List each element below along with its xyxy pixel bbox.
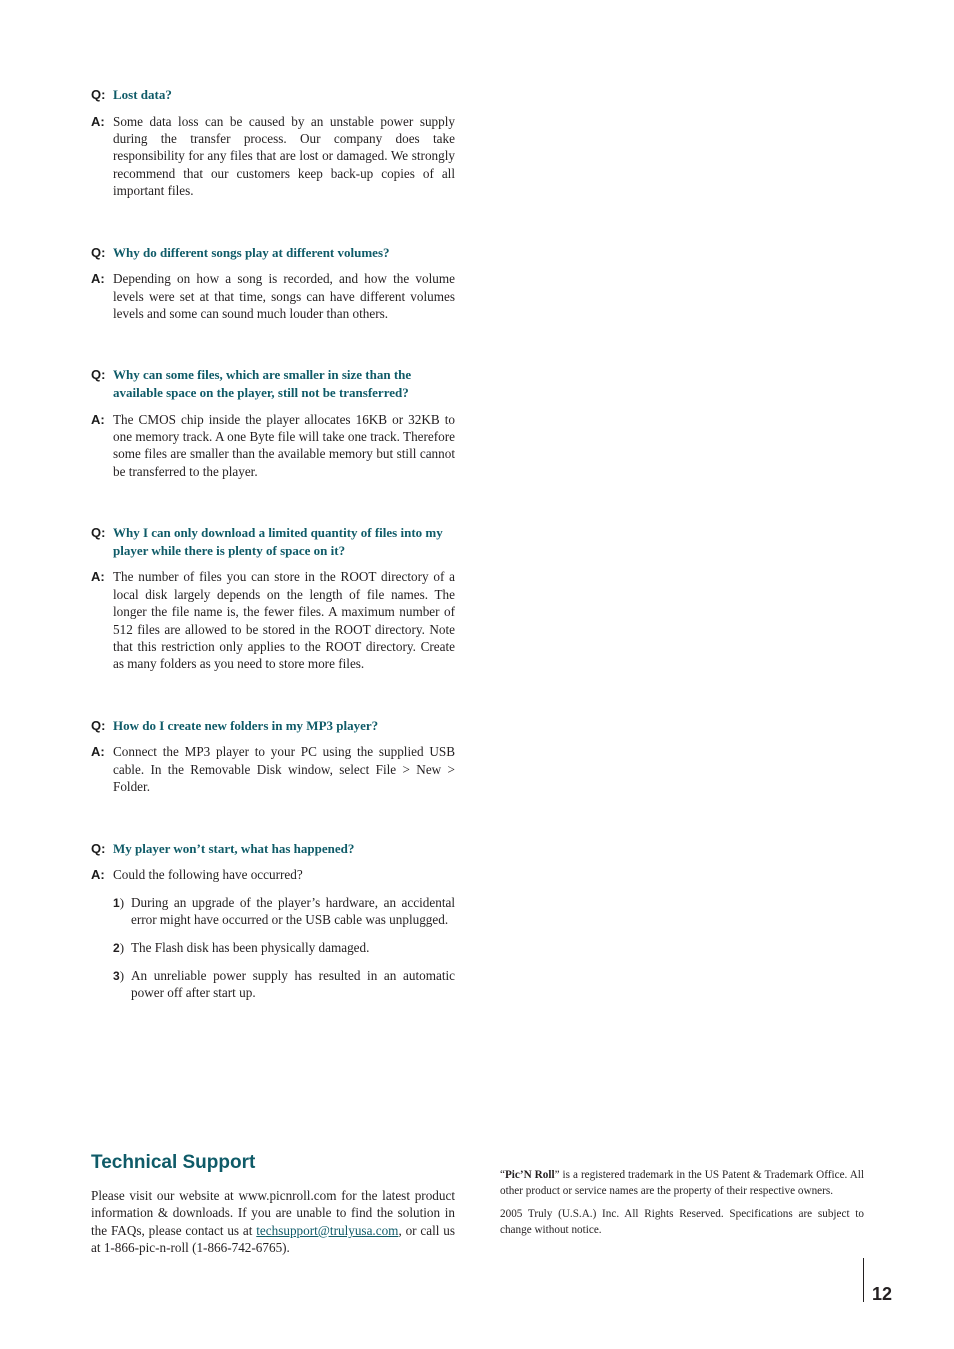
faq-answer xyxy=(91,411,455,481)
support-text-intro: Please visit our website at www.picnroll.com for the latest product information & downloads. If you are unable to find the solution in the FAQs, please contact us at xyxy=(91,1188,455,1238)
answer-label: A: xyxy=(91,271,105,287)
question-label: Q: xyxy=(91,840,106,856)
trademark-notice: “Pic’N Roll” is a registered trademark in the US Patent & Trademark Office. All other product or service names are the property of their respective owners. xyxy=(500,1169,865,1197)
support-text-outro: , or call us at 1-866-pic-n-roll (1-866-742-6765). xyxy=(91,1222,456,1256)
list-number: 3 xyxy=(113,968,120,983)
faq-question xyxy=(91,717,455,735)
answer-label: A: xyxy=(91,113,105,129)
faq-section xyxy=(91,86,455,1002)
question-text: How do I create new folders in my MP3 player? xyxy=(113,717,379,733)
list-item: 3) An unreliable power supply has resulted in an automatic power off after start up. xyxy=(113,967,455,1001)
faq-item xyxy=(91,717,455,796)
list-item-text: During an upgrade of the player’s hardware, an accidental error might have occurred or the USB cable was unplugged. xyxy=(131,894,455,928)
technical-support-heading: Technical Support xyxy=(91,1152,256,1173)
question-text: Why do different songs play at different volumes? xyxy=(113,244,390,260)
answer-label: A: xyxy=(91,744,105,760)
faq-question xyxy=(91,524,455,559)
faq-question xyxy=(91,366,455,401)
brand-name: Pic’N Roll xyxy=(504,1169,555,1181)
list-number: 2 xyxy=(113,940,120,955)
faq-question xyxy=(91,244,455,262)
faq-item xyxy=(91,524,455,673)
faq-answer xyxy=(91,866,455,883)
question-label: Q: xyxy=(91,244,106,260)
faq-answer xyxy=(91,270,455,322)
answer-text: Connect the MP3 player to your PC using the supplied USB cable. In the Removable Disk window, select File > New > Folder. xyxy=(113,744,455,795)
question-label: Q: xyxy=(91,87,106,102)
page-number: 12 xyxy=(872,1284,893,1304)
faq-answer xyxy=(91,113,455,200)
answer-text: Some data loss can be caused by an unstable power supply during the transfer process. Our company does take responsibility for any files that are lost or damaged. We strongly recommend that our customers keep back-up copies of all important files. xyxy=(113,113,455,199)
answer-text: The CMOS chip inside the player allocates 16KB or 32KB to one memory track. A one Byte file will take one track. Therefore some files are smaller than the available memory but still cannot be transferred to the player. xyxy=(113,411,455,479)
answer-text: Depending on how a song is recorded, and how the volume levels were set at that time, songs can have different volumes levels and some can sound much louder than others. xyxy=(113,271,455,322)
faq-item xyxy=(91,366,455,480)
question-label: Q: xyxy=(91,525,106,541)
page-number-divider xyxy=(863,1258,864,1302)
list-item-text: The Flash disk has been physically damaged. xyxy=(131,939,370,955)
faq-item xyxy=(91,86,455,200)
list-item: 1) During an upgrade of the player’s hardware, an accidental error might have occurred or the USB cable was unplugged. xyxy=(113,894,455,928)
question-text: Lost data? xyxy=(113,87,172,102)
faq-answer xyxy=(91,568,455,672)
faq-answer xyxy=(91,743,455,795)
question-text: Why can some files, which are smaller in size than the available space on the player, still not be transferred? xyxy=(113,367,412,401)
copyright-notice: 2005 Truly (U.S.A.) Inc. All Rights Reserved. Specifications are subject to change without notice. xyxy=(500,1208,864,1236)
technical-support-text xyxy=(91,1187,455,1257)
answer-label: A: xyxy=(91,411,105,427)
faq-item xyxy=(91,244,455,323)
support-email-link[interactable]: techsupport@trulyusa.com xyxy=(256,1222,399,1238)
legal-notice xyxy=(500,1168,864,1246)
faq-item xyxy=(91,840,455,1002)
question-text: Why I can only download a limited quantity of files into my player while there is plenty of space on it? xyxy=(113,525,443,558)
answer-text: The number of files you can store in the ROOT directory of a local disk largely depends on the length of file names. The longer the file name is, the fewer files. A maximum number of 512 files are allowed to be stored in the ROOT directory. Note that this restriction only applies to the ROOT directory. Create as many folders as you need to store more files. xyxy=(113,569,455,672)
faq-question xyxy=(91,86,455,104)
list-number: 1 xyxy=(113,895,120,910)
list-item-text: An unreliable power supply has resulted in an automatic power off after start up. xyxy=(131,967,455,1001)
question-label: Q: xyxy=(91,717,106,733)
answer-label: A: xyxy=(91,867,105,883)
question-label: Q: xyxy=(91,367,106,383)
question-text: My player won’t start, what has happened? xyxy=(113,840,355,856)
answer-label: A: xyxy=(91,569,105,585)
answer-text: Could the following have occurred? xyxy=(113,867,303,883)
list-item: 2) The Flash disk has been physically damaged. xyxy=(91,939,455,957)
faq-question xyxy=(91,840,455,858)
